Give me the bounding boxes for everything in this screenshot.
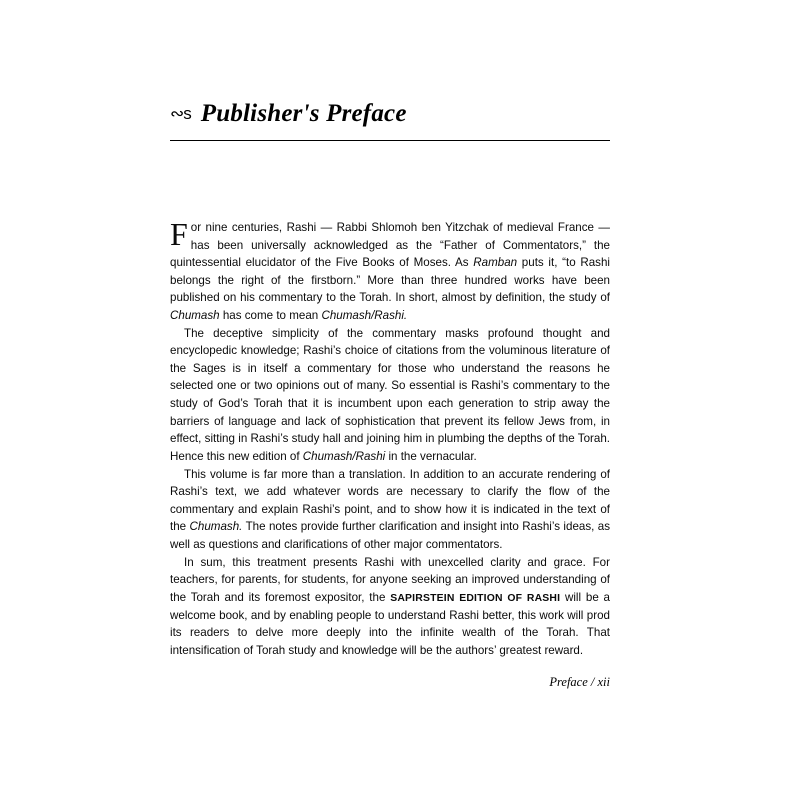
heading-divider: [170, 140, 610, 141]
paragraph-1: For nine centuries, Rashi — Rabbi Shlomoh ben Yitzchak of medieval France — has been universally acknowledged as the “Father of Commentators,” the quintessential elucidator of the Five Books of Moses. As Ramban puts it, “to Rashi belongs the right of the firstborn.” More than three hundred works have been published on his commentary to the Torah. In short, almost by definition, the study of Chumash has come to mean Chumash/Rashi.: [170, 216, 610, 323]
paragraph-2: The deceptive simplicity of the commentary masks profound thought and encyclopedic knowledge; Rashi’s choice of citations from the voluminous literature of the Sages is in itself a commentary for those who understand the reasons he selected one or two opinions out of many. So essential is Rashi’s commentary to the study of God’s Torah that it is incumbent upon each generation to strip away the barriers of language and lack of sophistication that prevent its fellow Jews from, in effect, sitting in Rashi’s study hall and joining him in plumbing the depths of the Torah. Hence this new edition of Chumash/Rashi in the vernacular.: [170, 326, 610, 463]
term-chumash: Chumash: [170, 309, 220, 323]
paragraph-4: In sum, this treatment presents Rashi with unexcelled clarity and grace. For teachers, for parents, for students, for anyone seeking an improved understanding of the Torah and its foremost expositor, the SAPIRSTEIN EDITION OF RASHI will be a welcome book, and by enabling people to understand Rashi better, this work will prod its readers to delve more deeply into the infinite wealth of the Torah. That intensification of Torah study and knowledge will be the authors’ greatest reward.: [170, 555, 610, 657]
chapter-heading-row: [170, 100, 610, 128]
paragraph-3: This volume is far more than a translation. In addition to an accurate rendering of Rashi’s text, we add whatever words are necessary to clarify the flow of the commentary and explain Rashi’s point, and to show how it is indicated in the text of the Chumash. The notes provide further clarification and insight into Rashi’s ideas, as well as questions and clarifications of other major commentators.: [170, 467, 611, 551]
page-content: [170, 100, 610, 690]
term-chumash-rashi: Chumash/Rashi.: [321, 309, 408, 323]
page-footer: Preface / xii: [549, 675, 610, 690]
fleuron-icon: ∾ѕ: [170, 104, 191, 123]
term-chumash-rashi-2: Chumash/Rashi: [302, 449, 386, 463]
term-ramban: Ramban: [473, 256, 518, 270]
drop-cap: F: [170, 216, 188, 252]
page-title: Publisher's Preface: [200, 100, 407, 127]
edition-name: SAPIRSTEIN EDITION OF RASHI: [390, 592, 561, 604]
preface-body: [170, 216, 611, 659]
term-chumash-3: Chumash.: [189, 520, 243, 534]
